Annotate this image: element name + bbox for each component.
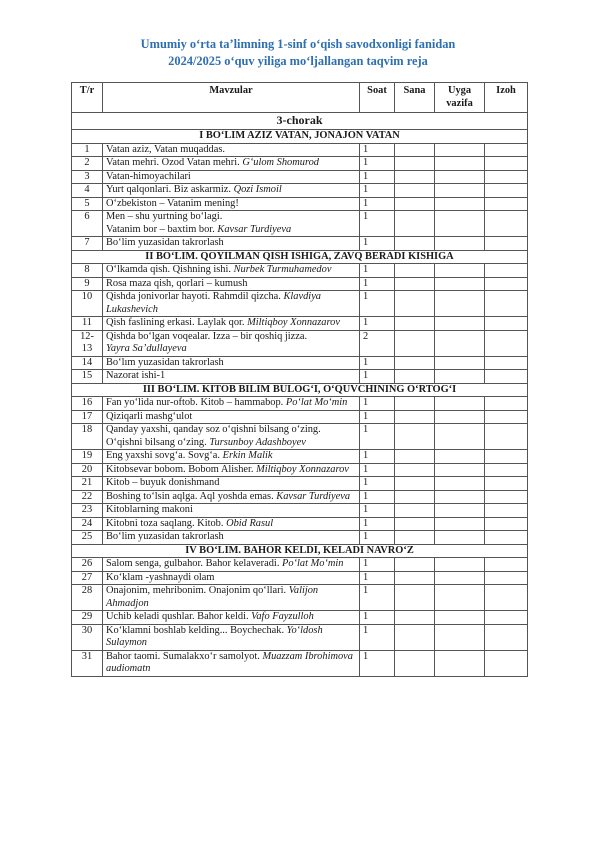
table-row xyxy=(72,370,528,384)
row-date[interactable] xyxy=(395,184,435,198)
row-number: 28 xyxy=(72,585,103,611)
row-topic xyxy=(103,211,360,237)
row-date[interactable] xyxy=(395,197,435,211)
row-date[interactable] xyxy=(395,585,435,611)
row-hours: 1 xyxy=(360,197,395,211)
row-date[interactable] xyxy=(395,211,435,237)
topic-text: Vatan-himoyachilari xyxy=(106,170,191,182)
row-topic xyxy=(103,585,360,611)
row-hours: 1 xyxy=(360,291,395,317)
row-homework[interactable] xyxy=(435,211,485,237)
topic-text: Onajonim, mehribonim. Onajonim qoʻllari. xyxy=(106,585,287,596)
topic-author: Qozi Ismoil xyxy=(233,184,282,195)
topic-text: Kitobsevar bobom. Bobom Alisher. xyxy=(106,463,254,475)
row-homework[interactable] xyxy=(435,504,485,518)
row-homework[interactable] xyxy=(435,517,485,531)
row-homework[interactable] xyxy=(435,197,485,211)
section-title: IV BOʻLIM. BAHOR KELDI, KELADI NAVROʻZ xyxy=(72,544,528,558)
topic-text: Kitob – buyuk donishmand xyxy=(106,477,220,488)
row-topic xyxy=(103,356,360,370)
row-note[interactable] xyxy=(485,424,528,450)
section-title: II BOʻLIM. QOYILMAN QISH ISHIGA, ZAVQ BERADI KISHIGA xyxy=(72,250,528,264)
row-number: 30 xyxy=(72,624,103,650)
row-topic xyxy=(103,558,360,572)
row-topic xyxy=(103,504,360,518)
quarter-label: 3-chorak xyxy=(72,113,528,130)
table-row xyxy=(72,490,528,504)
section-title: III BOʻLIM. KITOB BILIM BULOGʻI, OʻQUVCHINING OʻRTOGʻI xyxy=(72,383,528,397)
topic-text-2: Oʻqishni bilsang oʻzing. xyxy=(106,436,207,448)
topic-text: Vatan mehri. Ozod Vatan mehri. xyxy=(106,157,240,168)
topic-text: Koʻklam -yashnaydi olam xyxy=(106,571,215,583)
row-number: 17 xyxy=(72,410,103,424)
header-date: Sana xyxy=(395,83,435,113)
row-note[interactable] xyxy=(485,531,528,545)
row-note[interactable] xyxy=(485,410,528,424)
topic-second-line xyxy=(106,343,356,356)
topic-author: Poʻlat Moʻmin xyxy=(282,558,344,569)
row-homework[interactable] xyxy=(435,463,485,477)
title-line-1: Umumiy oʻrta taʼlimning 1-sinf oʻqish savodxonligi fanidan xyxy=(140,37,456,51)
row-hours: 1 xyxy=(360,531,395,545)
topic-text: Koʻklamni boshlab kelding... Boychechak. xyxy=(106,624,285,636)
row-number: 27 xyxy=(72,571,103,585)
row-hours: 1 xyxy=(360,517,395,531)
topic-text: Men – shu yurtning boʻlagi. xyxy=(106,211,223,222)
row-note[interactable] xyxy=(485,477,528,491)
row-hours: 1 xyxy=(360,170,395,184)
row-number: 21 xyxy=(72,477,103,491)
row-topic xyxy=(103,450,360,464)
row-homework[interactable] xyxy=(435,143,485,157)
row-date[interactable] xyxy=(395,317,435,331)
table-row xyxy=(72,585,528,611)
row-topic xyxy=(103,157,360,171)
row-hours: 1 xyxy=(360,558,395,572)
row-note[interactable] xyxy=(485,490,528,504)
topic-text: Uchib keladi qushlar. Bahor keldi. xyxy=(106,611,249,622)
section-title: I BOʻLIM AZIZ VATAN, JONAJON VATAN xyxy=(72,130,528,144)
topic-author-2: Yayra Saʼdullayeva xyxy=(106,343,187,354)
row-hours: 1 xyxy=(360,277,395,291)
row-date[interactable] xyxy=(395,504,435,518)
quarter-row xyxy=(72,113,528,130)
table-row xyxy=(72,264,528,278)
table-row xyxy=(72,531,528,545)
table-row xyxy=(72,611,528,625)
table-row xyxy=(72,170,528,184)
row-number: 19 xyxy=(72,450,103,464)
row-date[interactable] xyxy=(395,424,435,450)
table-row xyxy=(72,277,528,291)
row-homework[interactable] xyxy=(435,157,485,171)
row-number: 1 xyxy=(72,143,103,157)
row-number: 16 xyxy=(72,397,103,411)
topic-text: Oʻlkamda qish. Qishning ishi. xyxy=(106,264,231,275)
header-homework: Uyga vazifa xyxy=(435,83,485,113)
row-hours: 1 xyxy=(360,211,395,237)
row-note[interactable] xyxy=(485,571,528,585)
topic-text: Kitobni toza saqlang. Kitob. xyxy=(106,517,224,529)
row-homework[interactable] xyxy=(435,585,485,611)
row-number: 10 xyxy=(72,291,103,317)
topic-second-line xyxy=(106,224,356,237)
row-topic xyxy=(103,571,360,585)
row-date[interactable] xyxy=(395,330,435,356)
row-note[interactable] xyxy=(485,450,528,464)
row-hours: 1 xyxy=(360,424,395,450)
topic-text: Eng yaxshi sovgʻa. Sovgʻa. xyxy=(106,450,220,461)
row-date[interactable] xyxy=(395,571,435,585)
row-topic xyxy=(103,330,360,356)
row-homework[interactable] xyxy=(435,531,485,545)
row-number: 2 xyxy=(72,157,103,171)
row-date[interactable] xyxy=(395,397,435,411)
table-header-row xyxy=(72,83,528,113)
row-topic xyxy=(103,490,360,504)
row-hours: 1 xyxy=(360,410,395,424)
row-hours: 1 xyxy=(360,450,395,464)
table-row xyxy=(72,410,528,424)
topic-author: Erkin Malik xyxy=(222,450,273,461)
row-topic xyxy=(103,410,360,424)
row-date[interactable] xyxy=(395,291,435,317)
topic-text: Qishda boʻlgan voqealar. Izza – bir qoshiq jizza. xyxy=(106,330,308,342)
table-row xyxy=(72,317,528,331)
row-homework[interactable] xyxy=(435,291,485,317)
table-row xyxy=(72,450,528,464)
row-date[interactable] xyxy=(395,170,435,184)
row-topic xyxy=(103,624,360,650)
topic-author: Obid Rasul xyxy=(226,517,274,529)
topic-author: Vafo Fayzulloh xyxy=(251,611,314,622)
row-homework[interactable] xyxy=(435,571,485,585)
row-number: 25 xyxy=(72,531,103,545)
row-note[interactable] xyxy=(485,624,528,650)
table-row xyxy=(72,650,528,676)
row-homework[interactable] xyxy=(435,370,485,384)
topic-text: Qanday yaxshi, qanday soz oʻqishni bilsang oʻzing. xyxy=(106,424,321,435)
row-topic xyxy=(103,477,360,491)
topic-text: Qish faslining erkasi. Laylak qor. xyxy=(106,317,245,328)
row-number: 6 xyxy=(72,211,103,237)
row-hours: 1 xyxy=(360,585,395,611)
table-row xyxy=(72,504,528,518)
row-number: 23 xyxy=(72,504,103,518)
row-hours: 2 xyxy=(360,330,395,356)
header-topics: Mavzular xyxy=(103,83,360,113)
row-number: 8 xyxy=(72,264,103,278)
row-hours: 1 xyxy=(360,477,395,491)
topic-author: Kavsar Turdiyeva xyxy=(276,490,351,502)
row-note[interactable] xyxy=(485,184,528,198)
table-row xyxy=(72,330,528,356)
topic-text: Yurt qalqonlari. Biz askarmiz. xyxy=(106,184,231,195)
row-note[interactable] xyxy=(485,170,528,184)
row-homework[interactable] xyxy=(435,611,485,625)
row-topic xyxy=(103,317,360,331)
row-homework[interactable] xyxy=(435,650,485,676)
table-row xyxy=(72,477,528,491)
row-hours: 1 xyxy=(360,143,395,157)
row-note[interactable] xyxy=(485,157,528,171)
row-number: 14 xyxy=(72,356,103,370)
row-note[interactable] xyxy=(485,291,528,317)
row-hours: 1 xyxy=(360,317,395,331)
row-hours: 1 xyxy=(360,490,395,504)
row-note[interactable] xyxy=(485,517,528,531)
row-hours: 1 xyxy=(360,157,395,171)
topic-second-line xyxy=(106,437,356,450)
row-hours: 1 xyxy=(360,264,395,278)
row-note[interactable] xyxy=(485,463,528,477)
topic-author: Poʻlat Moʻmin xyxy=(285,397,348,408)
row-topic xyxy=(103,650,360,676)
row-topic xyxy=(103,197,360,211)
row-note[interactable] xyxy=(485,264,528,278)
row-note[interactable] xyxy=(485,370,528,384)
row-note[interactable] xyxy=(485,143,528,157)
table-row xyxy=(72,356,528,370)
row-homework[interactable] xyxy=(435,424,485,450)
calendar-plan-table xyxy=(71,82,528,677)
topic-text: Boshing toʻlsin aqlga. Aql yoshda emas. xyxy=(106,490,274,502)
row-topic xyxy=(103,517,360,531)
row-date[interactable] xyxy=(395,477,435,491)
row-topic xyxy=(103,170,360,184)
row-hours: 1 xyxy=(360,237,395,251)
row-note[interactable] xyxy=(485,397,528,411)
row-homework[interactable] xyxy=(435,558,485,572)
row-number: 26 xyxy=(72,558,103,572)
row-note[interactable] xyxy=(485,330,528,356)
topic-author: Miltiqboy Xonnazarov xyxy=(247,317,340,328)
row-homework[interactable] xyxy=(435,490,485,504)
row-note[interactable] xyxy=(485,317,528,331)
row-homework[interactable] xyxy=(435,237,485,251)
row-date[interactable] xyxy=(395,264,435,278)
topic-author: Nurbek Turmuhamedov xyxy=(233,264,332,275)
header-note: Izoh xyxy=(485,83,528,113)
row-homework[interactable] xyxy=(435,330,485,356)
row-hours: 1 xyxy=(360,571,395,585)
table-row xyxy=(72,558,528,572)
row-hours: 1 xyxy=(360,356,395,370)
row-note[interactable] xyxy=(485,611,528,625)
topic-text: Rosa maza qish, qorlari – kumush xyxy=(106,277,248,289)
row-date[interactable] xyxy=(395,624,435,650)
row-date[interactable] xyxy=(395,517,435,531)
row-homework[interactable] xyxy=(435,397,485,411)
row-note[interactable] xyxy=(485,197,528,211)
row-hours: 1 xyxy=(360,184,395,198)
row-homework[interactable] xyxy=(435,624,485,650)
table-row xyxy=(72,143,528,157)
row-number: 31 xyxy=(72,650,103,676)
row-date[interactable] xyxy=(395,531,435,545)
document-title xyxy=(0,36,596,70)
row-hours: 1 xyxy=(360,611,395,625)
row-number: 4 xyxy=(72,184,103,198)
row-date[interactable] xyxy=(395,410,435,424)
row-number: 3 xyxy=(72,170,103,184)
row-topic xyxy=(103,463,360,477)
table-row xyxy=(72,211,528,237)
row-homework[interactable] xyxy=(435,317,485,331)
topic-text: Nazorat ishi-1 xyxy=(106,370,166,381)
table-row xyxy=(72,184,528,198)
row-number: 12-13 xyxy=(72,330,103,356)
table-row xyxy=(72,624,528,650)
row-topic xyxy=(103,291,360,317)
topic-author: Yoʻldosh Sulaymon xyxy=(106,624,323,648)
table-row xyxy=(72,291,528,317)
row-hours: 1 xyxy=(360,463,395,477)
row-number: 24 xyxy=(72,517,103,531)
topic-text-2: Vatanim bor – baxtim bor. xyxy=(106,223,215,235)
row-hours: 1 xyxy=(360,397,395,411)
row-topic xyxy=(103,264,360,278)
row-note[interactable] xyxy=(485,558,528,572)
topic-text: Kitoblarning makoni xyxy=(106,504,193,515)
row-note[interactable] xyxy=(485,650,528,676)
row-date[interactable] xyxy=(395,237,435,251)
topic-text: Boʻlim yuzasidan takrorlash xyxy=(106,531,224,542)
row-homework[interactable] xyxy=(435,170,485,184)
row-date[interactable] xyxy=(395,370,435,384)
row-date[interactable] xyxy=(395,490,435,504)
row-date[interactable] xyxy=(395,356,435,370)
table-body xyxy=(72,113,528,677)
row-hours: 1 xyxy=(360,650,395,676)
topic-text: Boʻlim yuzasidan takrorlash xyxy=(106,237,224,248)
topic-author: Gʻulom Shomurod xyxy=(242,157,319,168)
row-topic xyxy=(103,397,360,411)
row-date[interactable] xyxy=(395,143,435,157)
row-homework[interactable] xyxy=(435,264,485,278)
row-topic xyxy=(103,424,360,450)
row-homework[interactable] xyxy=(435,410,485,424)
topic-text: Boʻlım yuzasidan takrorlash xyxy=(106,356,224,368)
row-topic xyxy=(103,531,360,545)
section-header-row xyxy=(72,544,528,558)
row-date[interactable] xyxy=(395,650,435,676)
row-note[interactable] xyxy=(485,504,528,518)
row-hours: 1 xyxy=(360,504,395,518)
row-number: 5 xyxy=(72,197,103,211)
topic-author-2: Kavsar Turdiyeva xyxy=(217,223,292,235)
topic-author: Muazzam Ibrohimova audiomatn xyxy=(106,650,353,674)
section-header-row xyxy=(72,383,528,397)
topic-text: Fan yoʻlida nur-oftob. Kitob – hammabop. xyxy=(106,397,284,408)
row-homework[interactable] xyxy=(435,477,485,491)
row-date[interactable] xyxy=(395,450,435,464)
row-number: 22 xyxy=(72,490,103,504)
row-number: 29 xyxy=(72,611,103,625)
topic-text: Qiziqarli mashgʻulot xyxy=(106,410,193,422)
row-homework[interactable] xyxy=(435,450,485,464)
row-number: 9 xyxy=(72,277,103,291)
row-number: 20 xyxy=(72,463,103,477)
row-note[interactable] xyxy=(485,237,528,251)
table-row xyxy=(72,517,528,531)
section-header-row xyxy=(72,250,528,264)
row-date[interactable] xyxy=(395,611,435,625)
table-row xyxy=(72,571,528,585)
topic-text: Vatan aziz, Vatan muqaddas. xyxy=(106,143,225,155)
topic-text: Qishda jonivorlar hayoti. Rahmdil qizcha. xyxy=(106,291,281,302)
row-number: 11 xyxy=(72,317,103,331)
section-header-row xyxy=(72,130,528,144)
table-row xyxy=(72,397,528,411)
table-row xyxy=(72,237,528,251)
row-homework[interactable] xyxy=(435,277,485,291)
row-topic xyxy=(103,277,360,291)
row-hours: 1 xyxy=(360,370,395,384)
table-row xyxy=(72,197,528,211)
row-homework[interactable] xyxy=(435,356,485,370)
header-number: T/r xyxy=(72,83,103,113)
row-date[interactable] xyxy=(395,558,435,572)
row-topic xyxy=(103,370,360,384)
table-row xyxy=(72,463,528,477)
row-note[interactable] xyxy=(485,356,528,370)
row-date[interactable] xyxy=(395,157,435,171)
row-date[interactable] xyxy=(395,463,435,477)
topic-author-2: Tursunboy Adashboyev xyxy=(209,436,306,448)
topic-text: Oʻzbekiston – Vatanim mening! xyxy=(106,197,239,209)
title-line-2: 2024/2025 oʻquv yiliga moʻljallangan taqvim reja xyxy=(168,54,428,68)
topic-author: Klavdiya Lukashevich xyxy=(106,291,321,315)
topic-text: Salom senga, gulbahor. Bahor kelaveradi. xyxy=(106,558,280,569)
table-row xyxy=(72,157,528,171)
topic-text: Bahor taomi. Sumalakxoʻr samolyot. xyxy=(106,650,260,662)
topic-author: Miltiqboy Xonnazarov xyxy=(256,463,349,475)
row-topic xyxy=(103,184,360,198)
topic-author: Valijon Ahmadjon xyxy=(106,585,319,609)
row-topic xyxy=(103,237,360,251)
row-topic xyxy=(103,611,360,625)
row-note[interactable] xyxy=(485,277,528,291)
row-date[interactable] xyxy=(395,277,435,291)
row-note[interactable] xyxy=(485,585,528,611)
row-number: 15 xyxy=(72,370,103,384)
row-number: 18 xyxy=(72,424,103,450)
row-number: 7 xyxy=(72,237,103,251)
table-row xyxy=(72,424,528,450)
header-hours: Soat xyxy=(360,83,395,113)
row-topic xyxy=(103,143,360,157)
row-hours: 1 xyxy=(360,624,395,650)
row-note[interactable] xyxy=(485,211,528,237)
row-homework[interactable] xyxy=(435,184,485,198)
